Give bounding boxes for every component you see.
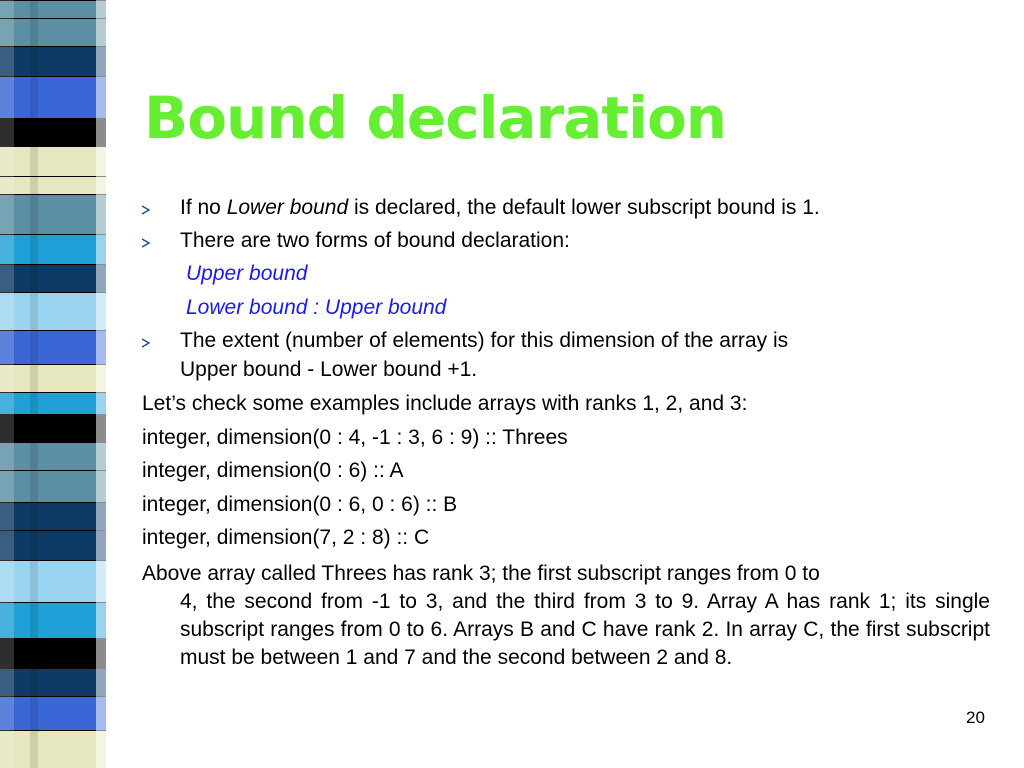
strip-column: [0, 0, 14, 768]
bullet-arrow-icon: [141, 229, 155, 248]
slide-number: 20: [966, 708, 985, 727]
decorative-strip: [0, 0, 120, 768]
form-lower-upper-bound: Lower bound : Upper bound: [186, 296, 447, 319]
bullet-extent: The extent (number of elements) for this dimension of the array is: [180, 329, 789, 352]
bullet-suffix: is declared, the default lower subscript bound is 1.: [348, 196, 820, 219]
bullet-arrow-icon: [141, 196, 155, 215]
paragraph-continuation: 4, the second from -1 to 3, and the third from 3 to 9. Array A has rank 1; its single subscript ranges from 0 to 6. Arrays B and C have rank 2. In array C, the first subscript must be between 1 and 7 and the second between 2 and 8.: [180, 590, 990, 669]
bullet-emphasis: Lower bound: [226, 196, 349, 219]
code-line-a: integer, dimension(0 : 6) :: A: [142, 459, 404, 482]
code-line-threes: integer, dimension(0 : 4, -1 : 3, 6 : 9) :: Threes: [142, 426, 568, 449]
strip-column: [96, 0, 106, 768]
code-line-b: integer, dimension(0 : 6, 0 : 6) :: B: [142, 493, 458, 516]
bullet-default-bound: [180, 194, 820, 222]
examples-intro: Let’s check some examples include arrays with ranks 1, 2, and 3:: [142, 392, 748, 415]
bullet-prefix: If no: [180, 196, 227, 219]
code-line-c: integer, dimension(7, 2 : 8) :: C: [142, 526, 430, 549]
paragraph-first-line: Above array called Threes has rank 3; the first subscript ranges from 0 to: [142, 562, 820, 585]
bullet-arrow-icon: [141, 329, 155, 348]
extent-formula: Upper bound - Lower bound +1.: [180, 358, 478, 381]
bullet-two-forms: There are two forms of bound declaration:: [180, 229, 570, 252]
form-upper-bound: Upper bound: [186, 262, 308, 285]
strip-column: [30, 0, 38, 768]
slide-title: Bound declaration: [144, 84, 727, 152]
strip-column: [106, 0, 120, 768]
